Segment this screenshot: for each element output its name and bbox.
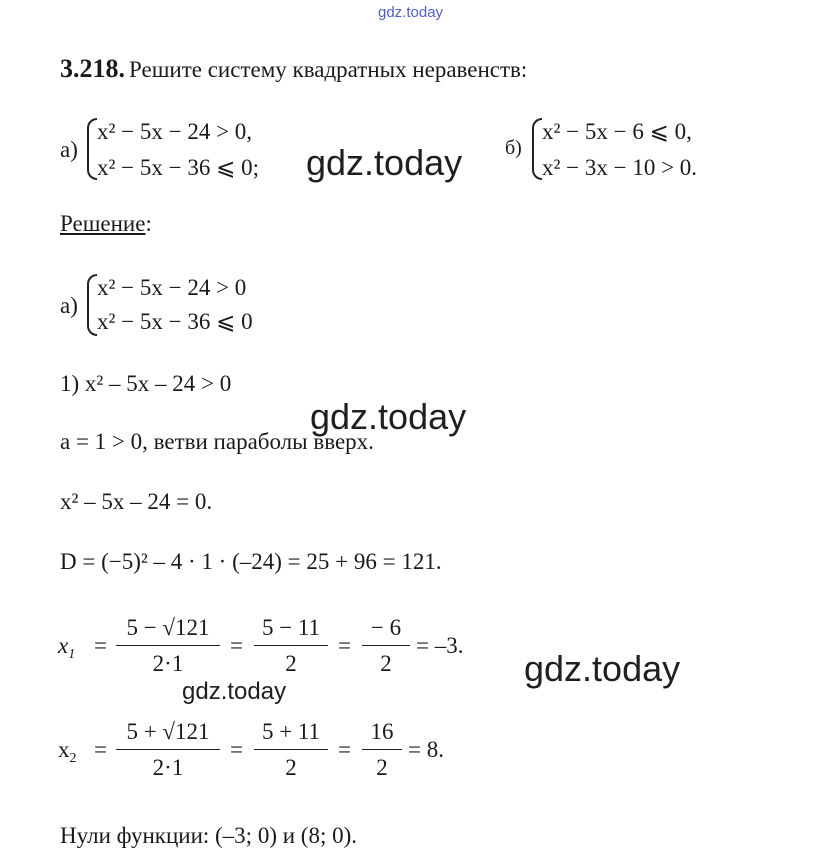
watermark-1: gdz.today <box>306 142 463 183</box>
x1-f3-den: 2 <box>380 651 392 676</box>
part-a-eq2: x² − 5x − 36 ⩽ 0; <box>97 155 259 180</box>
x2-f2-num: 5 + 11 <box>261 719 321 744</box>
x1-eq-sign-2: = <box>230 633 243 658</box>
x2-var <box>58 737 77 766</box>
watermark-2: gdz.today <box>310 396 467 437</box>
x1-var-sub: 1 <box>68 647 76 662</box>
x2-f1-num: 5 + √121 <box>126 719 210 744</box>
x2-f2-den: 2 <box>285 755 297 780</box>
x1-eq-sign-1: = <box>94 633 107 658</box>
x1-result: = –3. <box>416 633 464 658</box>
problem-title: Решите систему квадратных неравенств: <box>129 57 528 82</box>
x2-fraction-3 <box>362 720 402 779</box>
x2-f3-den: 2 <box>376 755 388 780</box>
problem-header <box>60 54 527 84</box>
solution-a-eq2: x² − 5x − 36 ⩽ 0 <box>97 309 253 334</box>
problem-number: 3.218. <box>60 54 125 83</box>
x2-eq-sign-3: = <box>338 737 351 762</box>
x2-fraction-2 <box>254 720 328 779</box>
x2-fraction-1 <box>116 720 220 779</box>
part-a-eq1: x² − 5x − 24 > 0, <box>97 119 253 144</box>
solution-heading-text: Решение <box>60 211 146 236</box>
x2-f3-num: 16 <box>370 719 394 744</box>
solution-heading-colon: : <box>145 211 152 236</box>
equation-text: x² – 5x – 24 = 0. <box>60 489 213 514</box>
solution-heading <box>60 212 152 235</box>
part-a-brace <box>87 118 97 180</box>
branch-text: a = 1 > 0, ветви параболы вверх. <box>60 429 374 454</box>
x1-eq-sign-3: = <box>338 633 351 658</box>
watermark-top: gdz.today <box>378 4 444 21</box>
solution-a-label: а) <box>60 293 78 318</box>
discriminant-text: D = (−5)² – 4 · 1 · (–24) = 25 + 96 = 121. <box>60 549 442 574</box>
x1-fraction-2 <box>254 616 328 675</box>
x1-f1-num: 5 − √121 <box>126 615 210 640</box>
step-1: 1) x² – 5x – 24 > 0 <box>60 371 232 396</box>
part-b-eq2: x² − 3x − 10 > 0. <box>542 155 698 180</box>
x2-var-letter: x <box>58 737 70 762</box>
solution-a-brace <box>87 274 97 336</box>
x2-result: = 8. <box>408 737 444 762</box>
x1-var-letter: x <box>58 633 69 658</box>
x2-f1-den: 2·1 <box>152 755 184 780</box>
x2-eq-sign-1: = <box>94 737 107 762</box>
part-b-brace <box>532 118 542 180</box>
x2-eq-sign-2: = <box>230 737 243 762</box>
part-b-label: б) <box>505 137 522 159</box>
x1-f1-den: 2·1 <box>152 651 184 676</box>
x1-f2-den: 2 <box>285 651 297 676</box>
x1-fraction-1 <box>116 616 220 675</box>
x1-f2-num: 5 − 11 <box>261 615 321 640</box>
zeros-text: Нули функции: (–3; 0) и (8; 0). <box>60 823 357 848</box>
x1-f3-num: − 6 <box>370 615 402 640</box>
part-a-label: а) <box>60 137 78 162</box>
x1-fraction-3 <box>362 616 410 675</box>
x1-var <box>58 633 76 662</box>
solution-a-eq1: x² − 5x − 24 > 0 <box>97 275 247 300</box>
watermark-3: gdz.today <box>524 648 681 689</box>
part-b-eq1: x² − 5x − 6 ⩽ 0, <box>542 119 692 144</box>
watermark-4: gdz.today <box>182 678 287 705</box>
x2-var-sub: 2 <box>69 751 77 766</box>
